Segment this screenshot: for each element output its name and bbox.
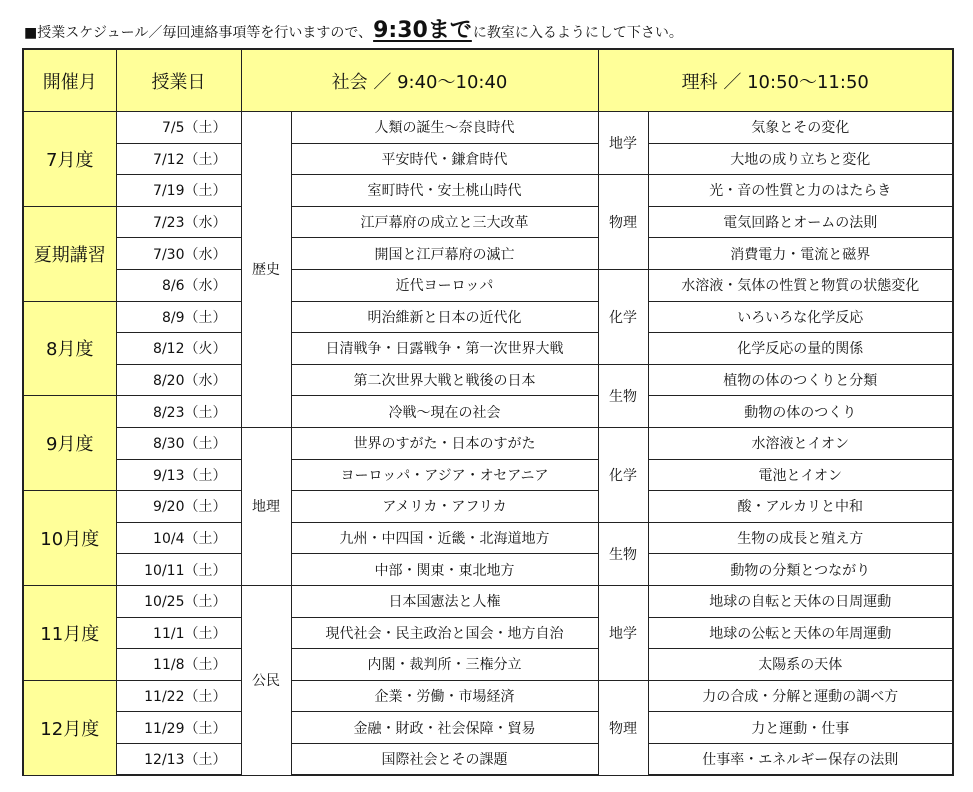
date-cell: 7/19（土） xyxy=(116,175,241,207)
social-topic-cell: ヨーロッパ・アジア・オセアニア xyxy=(291,459,598,491)
science-topic-cell: 力と運動・仕事 xyxy=(648,712,953,744)
science-topic-cell: 気象とその変化 xyxy=(648,112,953,144)
date-cell: 9/20（土） xyxy=(116,491,241,523)
social-topic-cell: 企業・労働・市場経済 xyxy=(291,680,598,712)
social-topic-cell: 日清戦争・日露戦争・第一次世界大戦 xyxy=(291,333,598,365)
month-cell: 9月度 xyxy=(23,396,116,491)
notice-prefix: ■授業スケジュール／毎回連絡事項等を行いますので、 xyxy=(24,25,373,41)
social-topic-cell: 世界のすがた・日本のすがた xyxy=(291,427,598,459)
schedule-table xyxy=(22,48,954,776)
social-topic-cell: 近代ヨーロッパ xyxy=(291,269,598,301)
date-cell: 8/9（土） xyxy=(116,301,241,333)
science-category-cell: 化学 xyxy=(598,427,648,522)
science-topic-cell: いろいろな化学反応 xyxy=(648,301,953,333)
table-row xyxy=(23,396,953,428)
social-topic-cell: 平安時代・鎌倉時代 xyxy=(291,143,598,175)
month-cell: 夏期講習 xyxy=(23,206,116,301)
social-topic-cell: 江戸幕府の成立と三大改革 xyxy=(291,206,598,238)
date-cell: 11/29（土） xyxy=(116,712,241,744)
social-topic-cell: 現代社会・民主政治と国会・地方自治 xyxy=(291,617,598,649)
science-topic-cell: 地球の公転と天体の年周運動 xyxy=(648,617,953,649)
science-category-cell: 化学 xyxy=(598,269,648,364)
social-topic-cell: 国際社会とその課題 xyxy=(291,743,598,775)
month-cell: 8月度 xyxy=(23,301,116,396)
table-row xyxy=(23,743,953,775)
date-cell: 7/12（土） xyxy=(116,143,241,175)
science-topic-cell: 地球の自転と天体の日周運動 xyxy=(648,585,953,617)
social-topic-cell: アメリカ・アフリカ xyxy=(291,491,598,523)
science-topic-cell: 植物の体のつくりと分類 xyxy=(648,364,953,396)
date-cell: 8/30（土） xyxy=(116,427,241,459)
schedule-body xyxy=(23,112,953,776)
date-cell: 11/8（土） xyxy=(116,649,241,681)
social-topic-cell: 室町時代・安土桃山時代 xyxy=(291,175,598,207)
social-topic-cell: 金融・財政・社会保障・貿易 xyxy=(291,712,598,744)
date-cell: 10/11（土） xyxy=(116,554,241,586)
social-topic-cell: 中部・関東・東北地方 xyxy=(291,554,598,586)
table-row xyxy=(23,554,953,586)
table-row xyxy=(23,712,953,744)
date-cell: 10/25（土） xyxy=(116,585,241,617)
science-topic-cell: 生物の成長と殖え方 xyxy=(648,522,953,554)
social-topic-cell: 第二次世界大戦と戦後の日本 xyxy=(291,364,598,396)
date-cell: 8/6（水） xyxy=(116,269,241,301)
notice-time-emphasis: 9:30まで xyxy=(373,18,472,43)
date-cell: 7/30（水） xyxy=(116,238,241,270)
science-topic-cell: 光・音の性質と力のはたらき xyxy=(648,175,953,207)
social-topic-cell: 開国と江戸幕府の滅亡 xyxy=(291,238,598,270)
table-row xyxy=(23,301,953,333)
month-cell: 10月度 xyxy=(23,491,116,586)
header-date: 授業日 xyxy=(116,49,241,112)
table-row xyxy=(23,206,953,238)
science-category-cell: 物理 xyxy=(598,175,648,270)
date-cell: 8/12（火） xyxy=(116,333,241,365)
science-category-cell: 物理 xyxy=(598,680,648,775)
science-topic-cell: 水溶液とイオン xyxy=(648,427,953,459)
science-topic-cell: 大地の成り立ちと変化 xyxy=(648,143,953,175)
science-category-cell: 地学 xyxy=(598,585,648,680)
header-social: 社会 ／ 9:40〜10:40 xyxy=(241,49,598,112)
date-cell: 8/23（土） xyxy=(116,396,241,428)
date-cell: 8/20（水） xyxy=(116,364,241,396)
date-cell: 11/22（土） xyxy=(116,680,241,712)
month-cell: 11月度 xyxy=(23,585,116,680)
science-topic-cell: 動物の体のつくり xyxy=(648,396,953,428)
table-row xyxy=(23,680,953,712)
social-category-cell: 公民 xyxy=(241,585,291,775)
science-category-cell: 地学 xyxy=(598,112,648,175)
date-cell: 10/4（土） xyxy=(116,522,241,554)
science-topic-cell: 電気回路とオームの法則 xyxy=(648,206,953,238)
header-row xyxy=(23,49,953,112)
science-topic-cell: 消費電力・電流と磁界 xyxy=(648,238,953,270)
table-row xyxy=(23,333,953,365)
science-category-cell: 生物 xyxy=(598,364,648,427)
date-cell: 7/23（水） xyxy=(116,206,241,238)
science-topic-cell: 電池とイオン xyxy=(648,459,953,491)
social-topic-cell: 冷戦〜現在の社会 xyxy=(291,396,598,428)
social-topic-cell: 人類の誕生〜奈良時代 xyxy=(291,112,598,144)
notice-suffix: に教室に入るようにして下さい。 xyxy=(472,25,683,41)
science-topic-cell: 仕事率・エネルギー保存の法則 xyxy=(648,743,953,775)
science-topic-cell: 力の合成・分解と運動の調べ方 xyxy=(648,680,953,712)
table-row xyxy=(23,175,953,207)
header-science: 理科 ／ 10:50〜11:50 xyxy=(598,49,953,112)
social-topic-cell: 日本国憲法と人権 xyxy=(291,585,598,617)
social-topic-cell: 九州・中四国・近畿・北海道地方 xyxy=(291,522,598,554)
social-topic-cell: 内閣・裁判所・三権分立 xyxy=(291,649,598,681)
table-row xyxy=(23,238,953,270)
table-row xyxy=(23,649,953,681)
table-row xyxy=(23,459,953,491)
month-cell: 7月度 xyxy=(23,112,116,207)
table-row xyxy=(23,364,953,396)
table-row xyxy=(23,143,953,175)
date-cell: 12/13（土） xyxy=(116,743,241,775)
table-row xyxy=(23,522,953,554)
table-row xyxy=(23,491,953,523)
month-cell: 12月度 xyxy=(23,680,116,775)
date-cell: 9/13（土） xyxy=(116,459,241,491)
table-row xyxy=(23,269,953,301)
science-topic-cell: 化学反応の量的関係 xyxy=(648,333,953,365)
social-category-cell: 地理 xyxy=(241,427,291,585)
science-topic-cell: 酸・アルカリと中和 xyxy=(648,491,953,523)
date-cell: 11/1（土） xyxy=(116,617,241,649)
table-row xyxy=(23,427,953,459)
social-topic-cell: 明治維新と日本の近代化 xyxy=(291,301,598,333)
science-topic-cell: 動物の分類とつながり xyxy=(648,554,953,586)
header-month: 開催月 xyxy=(23,49,116,112)
table-row xyxy=(23,585,953,617)
table-row xyxy=(23,617,953,649)
science-category-cell: 生物 xyxy=(598,522,648,585)
science-topic-cell: 水溶液・気体の性質と物質の状態変化 xyxy=(648,269,953,301)
date-cell: 7/5（土） xyxy=(116,112,241,144)
schedule-notice xyxy=(24,14,954,48)
social-category-cell: 歴史 xyxy=(241,112,291,428)
table-row xyxy=(23,112,953,144)
science-topic-cell: 太陽系の天体 xyxy=(648,649,953,681)
